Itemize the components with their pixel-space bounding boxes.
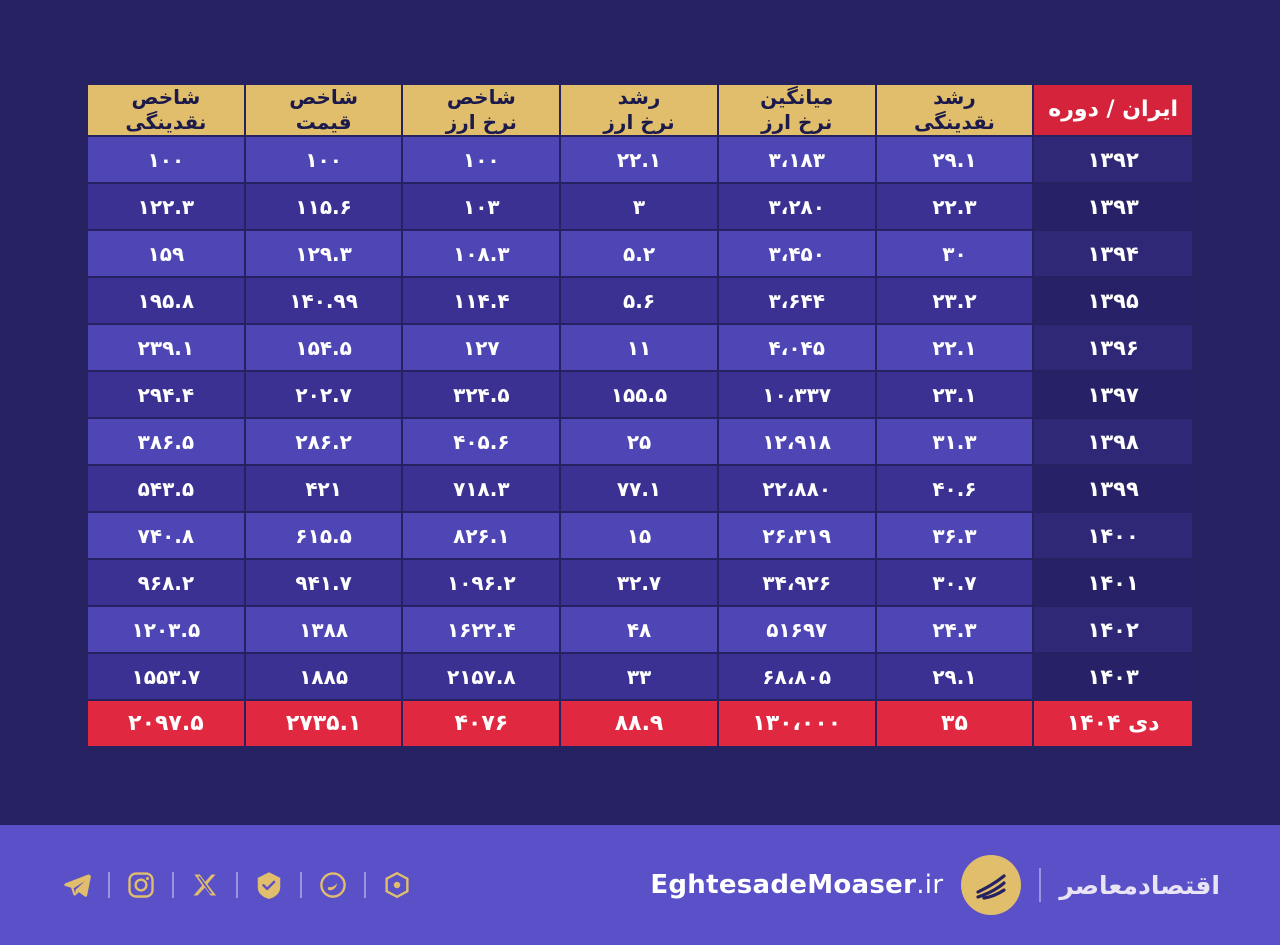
column-header-price-index-line1: شاخص — [289, 85, 359, 109]
table-row — [88, 607, 1192, 654]
cell-fx-index: ۴۰۵.۶ — [403, 419, 561, 466]
cell-price-index: ۶۱۵.۵ — [246, 513, 404, 560]
cell-liquidity-index: ۲۳۹.۱ — [88, 325, 246, 372]
cell-price-index: ۱۵۴.۵ — [246, 325, 404, 372]
table-row — [88, 137, 1192, 184]
cell-fx-growth: ۷۷.۱ — [561, 466, 719, 513]
cell-price-index: ۲۷۳۵.۱ — [246, 701, 404, 748]
table-row — [88, 560, 1192, 607]
cell-fx-growth: ۱۵۵.۵ — [561, 372, 719, 419]
cell-period: ۱۳۹۲ — [1034, 137, 1192, 184]
column-header-liquidity-index-line2: نقدینگی — [125, 110, 207, 134]
cell-period: ۱۳۹۷ — [1034, 372, 1192, 419]
column-header-fx-index-line1: شاخص — [446, 85, 516, 109]
cell-period: دی ۱۴۰۴ — [1034, 701, 1192, 748]
cell-price-index: ۲۰۲.۷ — [246, 372, 404, 419]
footer-branding — [650, 855, 1220, 915]
cell-fx-growth: ۵.۶ — [561, 278, 719, 325]
cell-fx-index: ۳۲۴.۵ — [403, 372, 561, 419]
column-header-avg-fx-rate-line1: میانگین — [760, 85, 834, 109]
cell-fx-growth: ۱۱ — [561, 325, 719, 372]
cell-fx-index: ۱۰۸.۳ — [403, 231, 561, 278]
table-body — [88, 137, 1192, 748]
telegram-icon[interactable] — [60, 868, 94, 902]
cell-liquidity-index: ۷۴۰.۸ — [88, 513, 246, 560]
footer-bar — [0, 825, 1280, 945]
cell-fx-index: ۱۱۴.۴ — [403, 278, 561, 325]
table-row-highlighted — [88, 701, 1192, 748]
column-header-fx-growth-line1: رشد — [617, 85, 661, 109]
cell-period: ۱۴۰۰ — [1034, 513, 1192, 560]
column-header-fx-growth-line2: نرخ ارز — [603, 110, 675, 134]
cell-fx-index: ۲۱۵۷.۸ — [403, 654, 561, 701]
x-twitter-icon[interactable] — [188, 868, 222, 902]
column-header-period-label: ایران / دوره — [1048, 97, 1179, 123]
brand-name-en-text: EghtesadeMoaser — [650, 870, 917, 900]
cell-price-index: ۹۴۱.۷ — [246, 560, 404, 607]
eitaa-icon[interactable] — [316, 868, 350, 902]
cell-fx-growth: ۳ — [561, 184, 719, 231]
cell-liquidity-index: ۱۵۹ — [88, 231, 246, 278]
cell-fx-index: ۸۲۶.۱ — [403, 513, 561, 560]
cell-avg-fx-rate: ۱۰،۳۳۷ — [719, 372, 877, 419]
cell-fx-index: ۱۶۲۲.۴ — [403, 607, 561, 654]
cell-fx-growth: ۵.۲ — [561, 231, 719, 278]
cell-liquidity-index: ۱۰۰ — [88, 137, 246, 184]
cell-fx-index: ۴۰۷۶ — [403, 701, 561, 748]
cell-period: ۱۴۰۱ — [1034, 560, 1192, 607]
cell-period: ۱۳۹۴ — [1034, 231, 1192, 278]
logo-icon — [961, 855, 1021, 915]
rubika-icon[interactable] — [380, 868, 414, 902]
table-row — [88, 372, 1192, 419]
table-row — [88, 654, 1192, 701]
cell-liquidity-index: ۱۲۰۳.۵ — [88, 607, 246, 654]
header-row — [88, 85, 1192, 137]
column-header-liquidity-growth — [877, 85, 1035, 137]
cell-fx-index: ۱۰۳ — [403, 184, 561, 231]
column-header-price-index-line2: قیمت — [295, 110, 352, 134]
cell-avg-fx-rate: ۲۲،۸۸۰ — [719, 466, 877, 513]
brand-name-en — [650, 870, 943, 900]
cell-price-index: ۱۰۰ — [246, 137, 404, 184]
column-header-liquidity-index-line1: شاخص — [131, 85, 201, 109]
cell-price-index: ۱۸۸۵ — [246, 654, 404, 701]
column-header-liquidity-index — [88, 85, 246, 137]
brand-name-fa: اقتصادمعاصر — [1059, 870, 1220, 900]
cell-avg-fx-rate: ۵۱۶۹۷ — [719, 607, 877, 654]
cell-avg-fx-rate: ۱۳۰،۰۰۰ — [719, 701, 877, 748]
cell-avg-fx-rate: ۴،۰۴۵ — [719, 325, 877, 372]
cell-fx-growth: ۴۸ — [561, 607, 719, 654]
divider — [108, 872, 110, 898]
cell-period: ۱۳۹۵ — [1034, 278, 1192, 325]
social-links — [60, 868, 414, 902]
cell-fx-growth: ۸۸.۹ — [561, 701, 719, 748]
cell-price-index: ۱۳۸۸ — [246, 607, 404, 654]
cell-price-index: ۴۲۱ — [246, 466, 404, 513]
cell-period: ۱۴۰۳ — [1034, 654, 1192, 701]
cell-avg-fx-rate: ۳۴،۹۲۶ — [719, 560, 877, 607]
column-header-fx-index-line2: نرخ ارز — [445, 110, 517, 134]
cell-liquidity-growth: ۳۵ — [877, 701, 1035, 748]
divider — [300, 872, 302, 898]
brand-name-en-tld: .ir — [916, 870, 944, 900]
cell-liquidity-growth: ۳۰ — [877, 231, 1035, 278]
cell-liquidity-index: ۲۰۹۷.۵ — [88, 701, 246, 748]
cell-liquidity-index: ۹۶۸.۲ — [88, 560, 246, 607]
cell-fx-growth: ۱۵ — [561, 513, 719, 560]
cell-liquidity-growth: ۲۲.۳ — [877, 184, 1035, 231]
cell-period: ۱۳۹۶ — [1034, 325, 1192, 372]
table-row — [88, 466, 1192, 513]
cell-liquidity-growth: ۴۰.۶ — [877, 466, 1035, 513]
cell-fx-growth: ۳۳ — [561, 654, 719, 701]
divider — [1039, 868, 1041, 902]
cell-avg-fx-rate: ۱۲،۹۱۸ — [719, 419, 877, 466]
cell-liquidity-index: ۵۴۳.۵ — [88, 466, 246, 513]
cell-liquidity-growth: ۳۰.۷ — [877, 560, 1035, 607]
cell-avg-fx-rate: ۲۶،۳۱۹ — [719, 513, 877, 560]
cell-avg-fx-rate: ۳،۲۸۰ — [719, 184, 877, 231]
cell-liquidity-growth: ۲۹.۱ — [877, 654, 1035, 701]
cell-fx-index: ۷۱۸.۳ — [403, 466, 561, 513]
cell-period: ۱۴۰۲ — [1034, 607, 1192, 654]
instagram-icon[interactable] — [124, 868, 158, 902]
divider — [364, 872, 366, 898]
divider — [172, 872, 174, 898]
table-row — [88, 513, 1192, 560]
cell-fx-index: ۱۰۹۶.۲ — [403, 560, 561, 607]
cell-price-index: ۱۴۰.۹۹ — [246, 278, 404, 325]
cell-period: ۱۳۹۸ — [1034, 419, 1192, 466]
cell-liquidity-growth: ۳۱.۳ — [877, 419, 1035, 466]
cell-avg-fx-rate: ۳،۴۵۰ — [719, 231, 877, 278]
cell-liquidity-index: ۱۲۲.۳ — [88, 184, 246, 231]
table-row — [88, 231, 1192, 278]
column-header-liquidity-growth-line2: نقدینگی — [913, 110, 995, 134]
cell-liquidity-growth: ۳۶.۳ — [877, 513, 1035, 560]
column-header-fx-growth — [561, 85, 719, 137]
table-row — [88, 184, 1192, 231]
cell-fx-growth: ۳۲.۷ — [561, 560, 719, 607]
divider — [236, 872, 238, 898]
cell-liquidity-growth: ۲۳.۲ — [877, 278, 1035, 325]
iran-indices-table — [88, 85, 1192, 748]
cell-period: ۱۳۹۳ — [1034, 184, 1192, 231]
column-header-fx-index — [403, 85, 561, 137]
cell-avg-fx-rate: ۳،۶۴۴ — [719, 278, 877, 325]
cell-price-index: ۱۲۹.۳ — [246, 231, 404, 278]
cell-liquidity-growth: ۲۳.۱ — [877, 372, 1035, 419]
cell-price-index: ۲۸۶.۲ — [246, 419, 404, 466]
table-row — [88, 325, 1192, 372]
cell-liquidity-index: ۱۹۵.۸ — [88, 278, 246, 325]
cell-liquidity-growth: ۲۴.۳ — [877, 607, 1035, 654]
table-row — [88, 419, 1192, 466]
cell-fx-index: ۱۰۰ — [403, 137, 561, 184]
table-row — [88, 278, 1192, 325]
cell-liquidity-growth: ۲۹.۱ — [877, 137, 1035, 184]
cell-period: ۱۳۹۹ — [1034, 466, 1192, 513]
column-header-price-index — [246, 85, 404, 137]
cell-price-index: ۱۱۵.۶ — [246, 184, 404, 231]
cell-liquidity-growth: ۲۲.۱ — [877, 325, 1035, 372]
cell-avg-fx-rate: ۶۸،۸۰۵ — [719, 654, 877, 701]
column-header-avg-fx-rate — [719, 85, 877, 137]
cell-fx-index: ۱۲۷ — [403, 325, 561, 372]
column-header-liquidity-growth-line1: رشد — [933, 85, 976, 109]
cell-fx-growth: ۲۲.۱ — [561, 137, 719, 184]
column-header-avg-fx-rate-line2: نرخ ارز — [761, 110, 833, 134]
cell-liquidity-index: ۱۵۵۳.۷ — [88, 654, 246, 701]
bale-icon[interactable] — [252, 868, 286, 902]
cell-liquidity-index: ۲۹۴.۴ — [88, 372, 246, 419]
table-header — [88, 85, 1192, 137]
cell-liquidity-index: ۳۸۶.۵ — [88, 419, 246, 466]
column-header-period — [1034, 85, 1192, 137]
cell-avg-fx-rate: ۳،۱۸۳ — [719, 137, 877, 184]
cell-fx-growth: ۲۵ — [561, 419, 719, 466]
